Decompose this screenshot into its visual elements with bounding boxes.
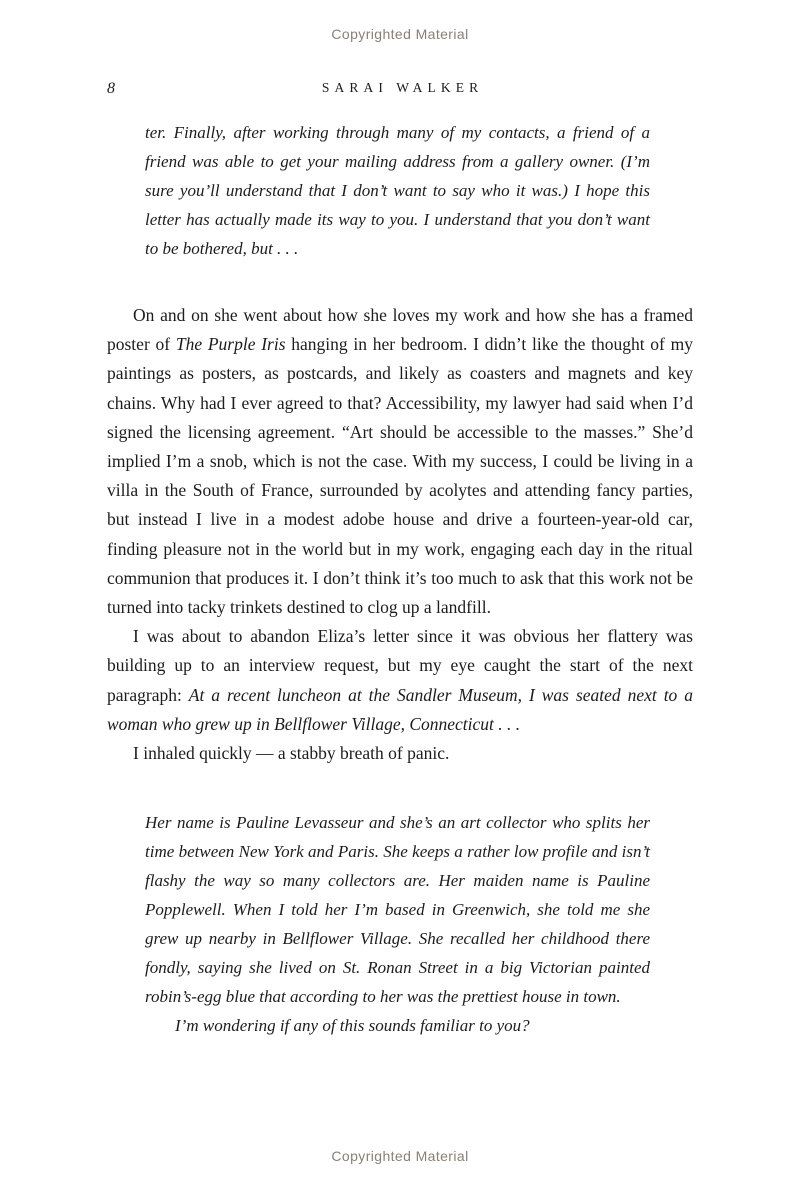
body-text (107, 301, 693, 768)
book-title-italic: The Purple Iris (175, 334, 286, 355)
letter-excerpt-2 (145, 808, 650, 1040)
copyright-notice-top: Copyrighted Material (331, 26, 469, 42)
letter-excerpt-2-paragraph-2: I’m wondering if any of this sounds familiar to you? (175, 1016, 530, 1036)
paragraph-2 (107, 622, 693, 739)
text-segment: hanging in her bedroom. I didn’t like the thought of my paintings as posters, as postcards, and likely as coasters and magnets and key chains. Why had I ever agreed to that? Accessibility, my lawyer had said when I’d signed the licensing agreement. “Art should be accessible to the masses.” She’d implied I’m a snob, which is not the case. With my success, I could be living in a villa in the South of France, surrounded by acolytes and attending fancy parties, but instead I live in a modest adobe house and drive a fourteen-year-old car, finding pleasure not in the world but in my work, engaging each day in the ritual communion that produces it. I don’t think it’s too much to ask that this work not be turned into tacky trinkets destined to clog up a landfill. (107, 334, 693, 618)
page-content (107, 118, 693, 1040)
paragraph-1 (107, 301, 693, 622)
text-segment: On and on she went about how she loves my work and how she has a framed poster of (107, 305, 693, 355)
letter-excerpt-1-text: ter. Finally, after working through many of my contacts, a friend of a friend was able to get your mailing address from a gallery owner. (I’m sure you’ll understand that I don’t want to say who it was.) I hope this letter has actually made its way to you. I understand that you don’t want to be bothered, but . . . (145, 123, 650, 258)
running-header-author: SARAI WALKER (321, 80, 484, 95)
copyright-notice-bottom: Copyrighted Material (331, 1148, 469, 1164)
text-segment: I was about to abandon Eliza’s letter since it was obvious her flattery was building up to an interview request, but my eye caught the start of the next paragraph: (107, 626, 693, 705)
letter-excerpt-1 (145, 118, 650, 263)
page-header (107, 80, 693, 102)
paragraph-3 (107, 739, 693, 768)
text-segment: I inhaled quickly — a stabby breath of panic. (133, 743, 450, 764)
quoted-letter-line-italic: At a recent luncheon at the Sandler Museum, I was seated next to a woman who grew up in Bellflower Village, Connecticut . . . (107, 684, 693, 734)
letter-excerpt-2-paragraph-1: Her name is Pauline Levasseur and she’s an art collector who splits her time between New York and Paris. She keeps a rather low profile and isn’t flashy the way so many collectors are. Her maiden name is Pauline Popplewell. When I told her I’m based in Greenwich, she told me she grew up nearby in Bellflower Village. She recalled her childhood there fondly, saying she lived on St. Ronan Street in a big Victorian painted robin’s-egg blue that according to her was the prettiest house in town. (145, 813, 650, 1007)
page-number: 8 (107, 80, 115, 97)
